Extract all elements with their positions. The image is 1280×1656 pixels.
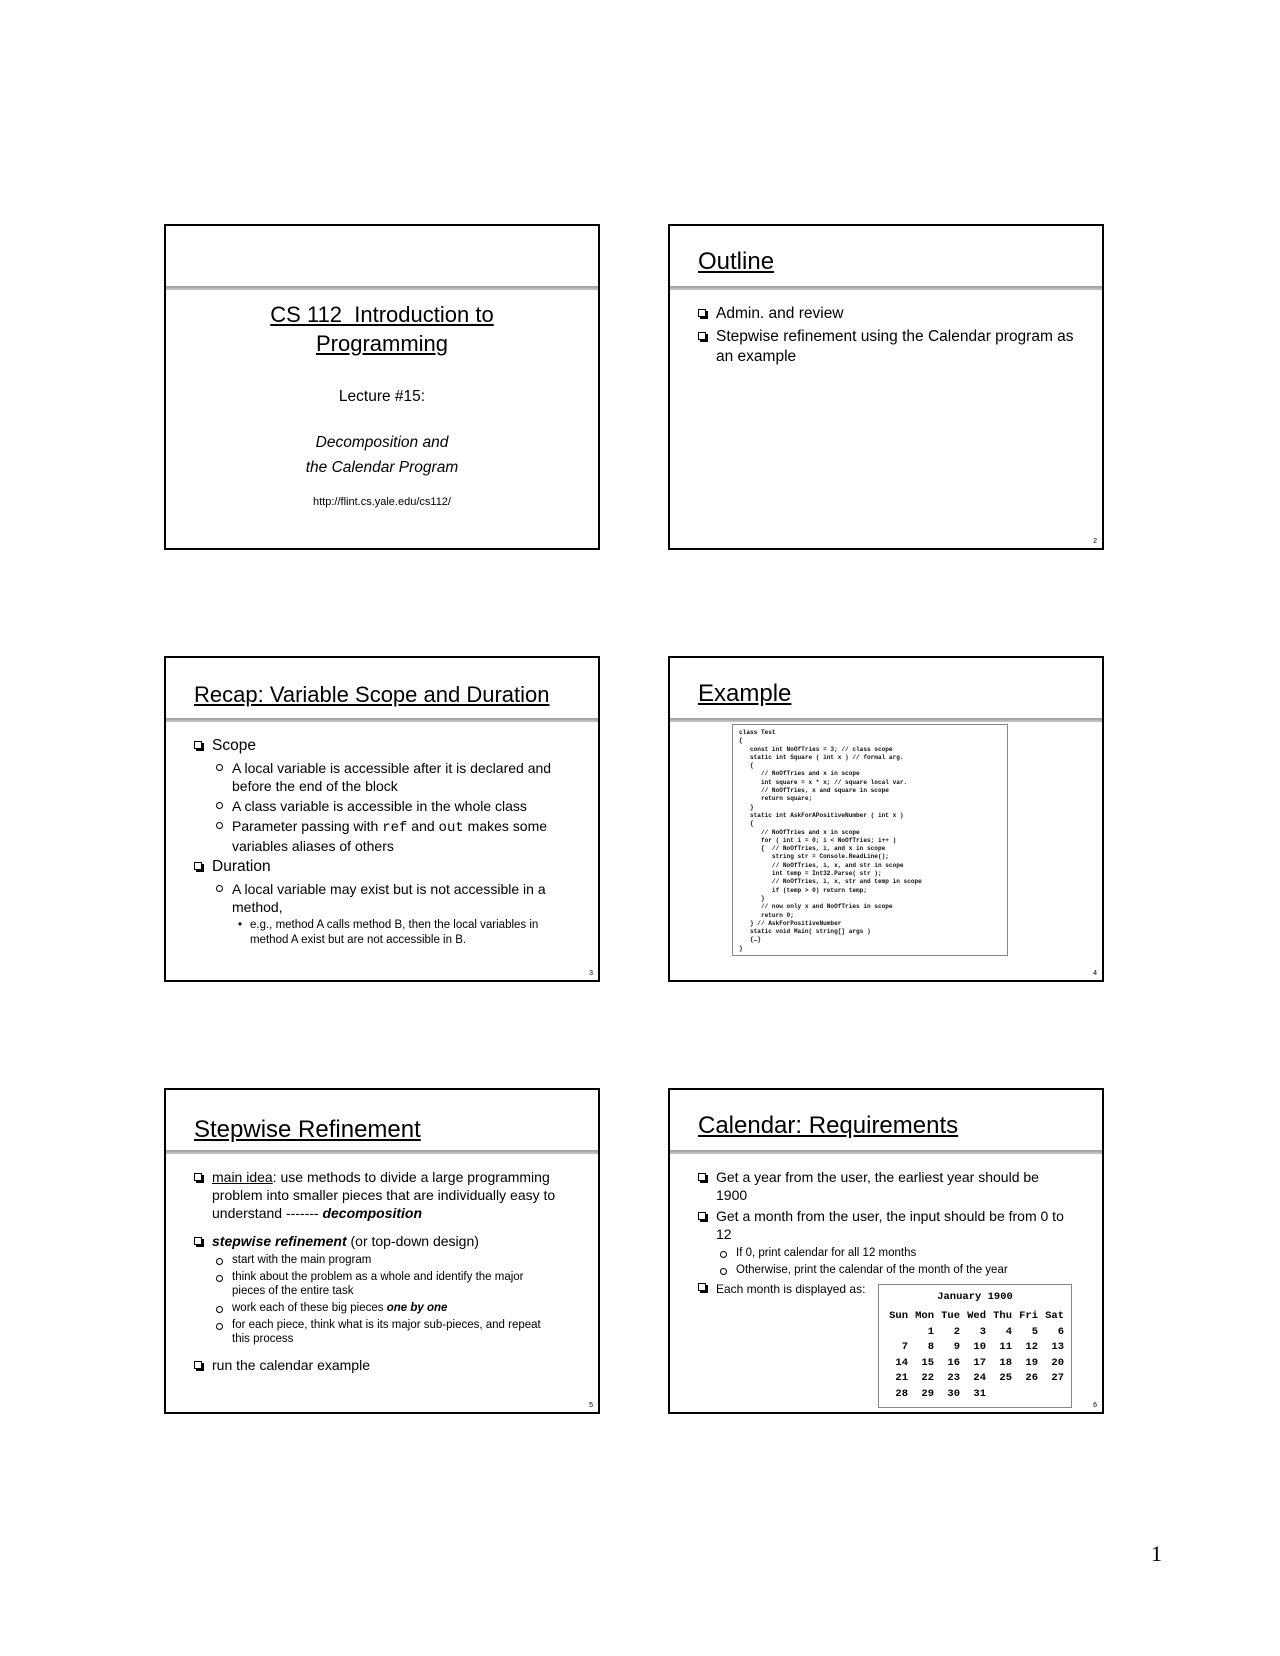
bullet-list — [698, 1168, 1072, 1301]
slide-title: Outline — [698, 248, 775, 275]
calendar-day-cell: 21 — [895, 1372, 908, 1384]
square-bullet-icon — [698, 332, 706, 340]
calendar-day-cell: 14 — [895, 1356, 908, 1369]
slide-number: 2 — [1093, 538, 1097, 545]
calendar-day-cell: 27 — [1051, 1372, 1064, 1384]
slide-divider — [670, 286, 1102, 290]
calendar-day-cell: 8 — [927, 1341, 934, 1353]
bullet-item: run the calendar example — [194, 1356, 558, 1374]
circle-bullet-icon — [216, 764, 223, 771]
circle-bullet-icon — [216, 822, 223, 829]
slide-2 — [668, 224, 1104, 550]
slide-divider — [166, 286, 598, 290]
slide-title: Example — [698, 680, 792, 707]
calendar-day-cell: 10 — [973, 1341, 986, 1353]
bullet-list — [698, 304, 1082, 370]
slide-title: Recap: Variable Scope and Duration — [194, 682, 550, 707]
main-idea-link: main idea — [212, 1169, 273, 1185]
calendar-day-cell: 31 — [973, 1387, 986, 1400]
calendar-day-cell — [884, 1325, 910, 1341]
calendar-day-cell: 9 — [953, 1341, 960, 1353]
calendar-day-cell: 20 — [1051, 1356, 1064, 1369]
bullet-item: Duration — [194, 857, 568, 877]
calendar-day-cell: 3 — [979, 1325, 986, 1338]
calendar-day-cell: 22 — [921, 1372, 934, 1384]
calendar-day-cell: 1 — [927, 1325, 934, 1338]
calendar-day-cell: 4 — [1005, 1325, 1012, 1338]
calendar-day-cell: 17 — [973, 1356, 986, 1369]
calendar-day-cell: 29 — [921, 1387, 934, 1400]
bullet-item: Admin. and review — [698, 304, 1082, 324]
bullet-item: Get a year from the user, the earliest year should be 1900 — [698, 1168, 1072, 1204]
calendar-day-cell: 28 — [895, 1387, 908, 1400]
calendar-day-cell: 23 — [947, 1372, 960, 1384]
calendar-day-cell: 15 — [921, 1356, 934, 1369]
calendar-grid — [884, 1309, 1071, 1402]
square-bullet-icon — [194, 1361, 202, 1369]
calendar-day-cell: 18 — [999, 1356, 1012, 1369]
title-line-2: Programming — [315, 331, 449, 356]
sub-bullet-item: A local variable is accessible after it is declared and before the end of the block — [214, 759, 568, 795]
square-bullet-icon — [194, 1173, 202, 1181]
bullet-item: Stepwise refinement using the Calendar program as an example — [698, 327, 1082, 367]
slide-6 — [668, 1088, 1104, 1414]
sub-bullet-item: start with the main program — [214, 1253, 558, 1267]
calendar-weekday-header: Sun — [889, 1310, 908, 1322]
code-ref: ref — [382, 820, 408, 836]
bullet-item: Get a month from the user, the input should be from 0 to 12 — [698, 1207, 1072, 1243]
calendar-day-cell: 12 — [1025, 1341, 1038, 1353]
circle-bullet-icon — [720, 1268, 727, 1275]
calendar-weekday-header: Mon — [915, 1310, 934, 1322]
page-number: 1 — [1151, 1541, 1162, 1566]
calendar-day-cell: 26 — [1025, 1372, 1038, 1384]
bullet-item: Each month is displayed as: — [698, 1280, 1072, 1298]
slide-number: 4 — [1093, 970, 1097, 977]
subtitle-line-1: Decomposition and — [315, 434, 449, 451]
calendar-day-cell: 25 — [999, 1372, 1012, 1384]
slide-1 — [164, 224, 600, 550]
square-bullet-icon — [698, 1283, 706, 1291]
slide-number: 3 — [589, 970, 593, 977]
bullet-item: Scope — [194, 736, 568, 756]
sub-bullet-item: A local variable may exist but is not accessible in a method, — [214, 880, 568, 916]
code-text: class Test { const int NoOfTries = 3; // class scope static int Square ( int x ) // formal arg. { // NoOfTries and x in scope int square = x * x; // square local var. // NoOfTries, x and square in scope return square; } static int AskForAPositiveNumber ( int x ) { // NoOfTries and x in scope for ( int i = 0; i < NoOfTries; i++ ) { // NoOfTries, i, and x in scope string str = Console.ReadLine(); // NoOfTries, i, x, and str in scope int temp = Int32.Parse( str ); // NoOfTries, i, x, str and temp in scope if (temp > 0) return temp; } // now only x and NoOfTries in scope return 0; } // AskForPositiveNumber static void Main( string[] args ) {…} } — [739, 729, 922, 952]
calendar-day-cell — [988, 1387, 1014, 1403]
circle-bullet-icon — [216, 1275, 223, 1282]
code-listing — [732, 724, 1008, 956]
square-bullet-icon — [194, 1237, 202, 1245]
circle-bullet-icon — [216, 1258, 223, 1265]
calendar-day-cell: 19 — [1025, 1356, 1038, 1369]
slide-5 — [164, 1088, 600, 1414]
slide-3 — [164, 656, 600, 982]
code-out: out — [438, 820, 464, 836]
circle-bullet-icon — [216, 885, 223, 892]
calendar-day-cell: 2 — [953, 1325, 960, 1338]
slide-divider — [166, 718, 598, 722]
slide-number: 6 — [1093, 1402, 1097, 1409]
slide-divider — [670, 718, 1102, 722]
calendar-example — [878, 1284, 1072, 1408]
slide-number: 5 — [589, 1402, 593, 1409]
slide-4 — [668, 656, 1104, 982]
title-line-1: CS 112 Introduction to — [270, 302, 494, 327]
calendar-weekday-header: Thu — [993, 1310, 1012, 1322]
dot-bullet-icon: • — [238, 919, 243, 931]
calendar-weekday-header: Wed — [967, 1310, 986, 1322]
circle-bullet-icon — [216, 802, 223, 809]
sub-bullet-item: A class variable is accessible in the whole class — [214, 797, 568, 815]
lecture-number: Lecture #15: — [338, 388, 426, 405]
circle-bullet-icon — [720, 1251, 727, 1258]
course-url: http://flint.cs.yale.edu/cs112/ — [313, 496, 451, 508]
calendar-title: January 1900 — [937, 1291, 1013, 1303]
calendar-day-cell: 5 — [1031, 1325, 1038, 1338]
calendar-day-cell: 11 — [999, 1341, 1012, 1353]
slide-divider — [670, 1150, 1102, 1154]
slide-divider — [166, 1150, 598, 1154]
calendar-day-cell — [1014, 1387, 1040, 1403]
sub-bullet-item: for each piece, think what is its major sub-pieces, and repeat this process — [214, 1318, 558, 1346]
calendar-day-cell: 7 — [901, 1341, 908, 1353]
slide-title: Calendar: Requirements — [698, 1112, 959, 1139]
slide-title: Stepwise Refinement — [194, 1116, 421, 1143]
calendar-weekday-header: Tue — [941, 1310, 960, 1322]
calendar-day-cell: 24 — [973, 1372, 986, 1384]
slide-1-title — [166, 300, 598, 358]
bullet-item: main idea: use methods to divide a large programming problem into smaller pieces that are individually easy to understand ------- decomposition — [194, 1168, 558, 1222]
square-bullet-icon — [194, 741, 202, 749]
square-bullet-icon — [698, 1212, 706, 1220]
sub-bullet-item: Otherwise, print the calendar of the month of the year — [718, 1263, 1072, 1277]
sub-bullet-item: think about the problem as a whole and identify the major pieces of the entire task — [214, 1270, 558, 1298]
bullet-list — [194, 736, 568, 948]
bullet-item: stepwise refinement (or top-down design) — [194, 1232, 558, 1250]
calendar-day-cell: 30 — [947, 1387, 960, 1400]
sub-sub-bullet-item: • e.g., method A calls method B, then the local variables in method A exist but are not accessible in B. — [238, 919, 539, 946]
calendar-day-cell: 16 — [947, 1356, 960, 1369]
circle-bullet-icon — [216, 1306, 223, 1313]
calendar-day-cell: 13 — [1051, 1341, 1064, 1353]
calendar-day-cell: 6 — [1057, 1325, 1064, 1338]
circle-bullet-icon — [216, 1323, 223, 1330]
calendar-day-cell — [1040, 1387, 1066, 1403]
square-bullet-icon — [698, 1173, 706, 1181]
sub-bullet-item: work each of these big pieces one by one — [214, 1301, 558, 1315]
lecture-subtitle — [166, 430, 598, 480]
bullet-list — [194, 1168, 558, 1377]
sub-bullet-item: Parameter passing with ref and out makes some variables aliases of others — [214, 817, 568, 855]
subtitle-line-2: the Calendar Program — [305, 459, 459, 476]
square-bullet-icon — [194, 862, 202, 870]
calendar-weekday-header: Sat — [1045, 1310, 1064, 1322]
square-bullet-icon — [698, 309, 706, 317]
calendar-weekday-header: Fri — [1019, 1310, 1038, 1322]
sub-bullet-item: If 0, print calendar for all 12 months — [718, 1246, 1072, 1260]
